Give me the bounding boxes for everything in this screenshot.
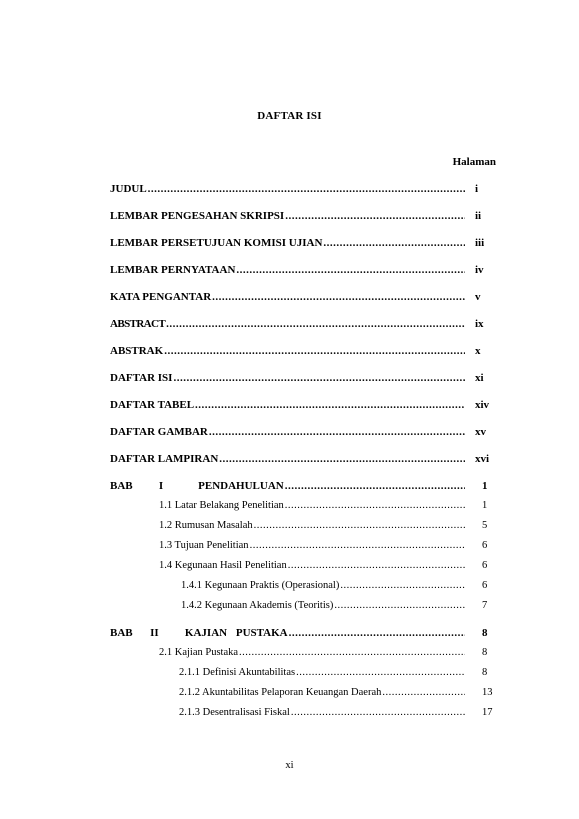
toc-entry-label: 2.1.3 Desentralisasi Fiskal <box>179 707 290 718</box>
toc-chapter-entry[interactable] <box>110 480 465 492</box>
toc-page-number: 6 <box>482 560 488 571</box>
dot-leader <box>164 345 465 357</box>
dot-leader <box>296 667 465 678</box>
toc-subsubentry[interactable] <box>179 707 465 718</box>
toc-page-number: 1 <box>482 480 488 492</box>
toc-page-number: 6 <box>482 580 488 591</box>
dot-leader <box>289 627 465 639</box>
toc-subentry[interactable] <box>159 520 465 531</box>
toc-page-number: xiv <box>475 399 490 411</box>
toc-entry[interactable] <box>110 453 465 465</box>
toc-entry-label: 1.1 Latar Belakang Penelitian <box>159 500 284 511</box>
toc-entry-label: KATA PENGANTAR <box>110 291 212 303</box>
dot-leader <box>323 237 465 249</box>
toc-entry[interactable] <box>110 291 465 303</box>
toc-subentry[interactable] <box>159 540 465 551</box>
toc-entry-label: ABSTRAK <box>110 345 164 357</box>
toc-subsubentry[interactable] <box>181 580 465 591</box>
toc-page-number: xv <box>475 426 486 438</box>
toc-entry-label: 2.1 Kajian Pustaka <box>159 647 239 658</box>
toc-subentry[interactable] <box>159 500 465 511</box>
toc-entry-label: BAB I PENDAHULUAN <box>110 480 284 492</box>
toc-entry-label: 1.4.1 Kegunaan Praktis (Operasional) <box>181 580 340 591</box>
toc-page-number: 1 <box>482 500 488 511</box>
dot-leader <box>166 318 465 330</box>
dot-leader <box>195 399 465 411</box>
toc-subentry[interactable] <box>159 647 465 658</box>
toc-entry[interactable] <box>110 183 465 195</box>
toc-page-number: iv <box>475 264 484 276</box>
dot-leader <box>291 707 465 718</box>
toc-entry[interactable] <box>110 318 465 330</box>
toc-entry-label: 1.4.2 Kegunaan Akademis (Teoritis) <box>181 600 334 611</box>
toc-page-number: 7 <box>482 600 488 611</box>
toc-entry[interactable] <box>110 345 465 357</box>
toc-entry[interactable] <box>110 399 465 411</box>
toc-entry-label: DAFTAR GAMBAR <box>110 426 208 438</box>
toc-page-number: i <box>475 183 479 195</box>
toc-subentry[interactable] <box>159 560 465 571</box>
toc-entry-label: 2.1.2 Akuntabilitas Pelaporan Keuangan Daerah <box>179 687 382 698</box>
page-title: DAFTAR ISI <box>257 110 322 122</box>
toc-entry-label: BAB II KAJIAN PUSTAKA <box>110 627 288 639</box>
toc-page-number: ix <box>475 318 484 330</box>
dot-leader <box>285 500 465 511</box>
toc-entry-label: LEMBAR PERNYATAAN <box>110 264 236 276</box>
toc-entry-label: DAFTAR LAMPIRAN <box>110 453 219 465</box>
dot-leader <box>334 600 465 611</box>
dot-leader <box>340 580 465 591</box>
dot-leader <box>382 687 465 698</box>
toc-page-number: 8 <box>482 627 488 639</box>
toc-page-number: v <box>475 291 481 303</box>
toc-page-number: 17 <box>482 707 493 718</box>
toc-entry[interactable] <box>110 210 465 222</box>
dot-leader <box>239 647 465 658</box>
toc-entry-label: DAFTAR ISI <box>110 372 173 384</box>
toc-entry-label: DAFTAR TABEL <box>110 399 195 411</box>
footer-page-number: xi <box>285 760 294 771</box>
dot-leader <box>250 540 465 551</box>
toc-entry[interactable] <box>110 372 465 384</box>
toc-page-number: 5 <box>482 520 488 531</box>
toc-entry-label: 1.3 Tujuan Penelitian <box>159 540 249 551</box>
dot-leader <box>285 210 465 222</box>
dot-leader <box>212 291 465 303</box>
dot-leader <box>148 183 465 195</box>
dot-leader <box>236 264 465 276</box>
toc-entry-label: LEMBAR PERSETUJUAN KOMISI UJIAN <box>110 237 323 249</box>
toc-entry-label: ABSTRACT <box>110 318 166 330</box>
dot-leader <box>209 426 465 438</box>
dot-leader <box>219 453 465 465</box>
dot-leader <box>288 560 465 571</box>
toc-page-number: xi <box>475 372 484 384</box>
toc-page-number: 13 <box>482 687 493 698</box>
toc-entry[interactable] <box>110 264 465 276</box>
toc-page-number: x <box>475 345 481 357</box>
toc-entry-label: 1.2 Rumusan Masalah <box>159 520 253 531</box>
halaman-header: Halaman <box>452 156 496 168</box>
toc-page-number: xvi <box>475 453 490 465</box>
toc-entry-label: JUDUL <box>110 183 147 195</box>
dot-leader <box>254 520 465 531</box>
toc-entry-label: 1.4 Kegunaan Hasil Penelitian <box>159 560 287 571</box>
toc-entry-label: 2.1.1 Definisi Akuntabilitas <box>179 667 296 678</box>
toc-subsubentry[interactable] <box>179 667 465 678</box>
toc-entry-label: LEMBAR PENGESAHAN SKRIPSI <box>110 210 285 222</box>
dot-leader <box>285 480 465 492</box>
toc-page-number: 8 <box>482 647 488 658</box>
toc-entry[interactable] <box>110 426 465 438</box>
toc-chapter-entry[interactable] <box>110 627 465 639</box>
toc-subsubentry[interactable] <box>179 687 465 698</box>
toc-entry[interactable] <box>110 237 465 249</box>
toc-page-number: 6 <box>482 540 488 551</box>
toc-page-number: iii <box>475 237 485 249</box>
toc-subsubentry[interactable] <box>181 600 465 611</box>
dot-leader <box>173 372 465 384</box>
toc-page-number: 8 <box>482 667 488 678</box>
toc-page-number: ii <box>475 210 482 222</box>
